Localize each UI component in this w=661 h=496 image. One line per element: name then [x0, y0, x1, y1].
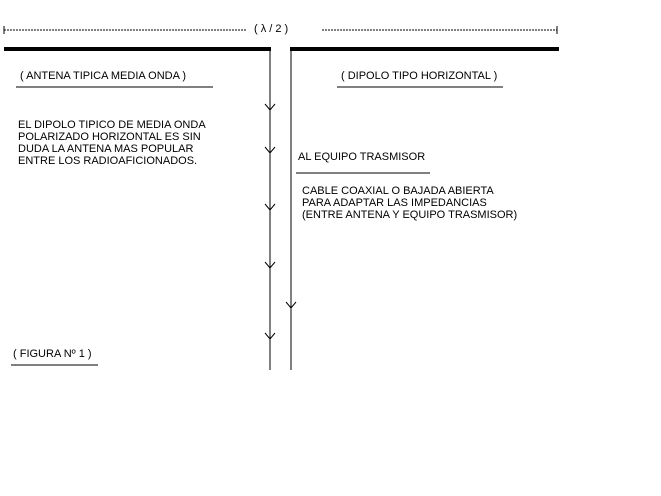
equipment-label: AL EQUIPO TRASMISOR: [298, 151, 426, 163]
description-line: DUDA LA ANTENA MAS POPULAR: [18, 143, 194, 155]
description-line: POLARIZADO HORIZONTAL ES SIN: [18, 131, 201, 143]
dipole-left-arm: [4, 47, 271, 51]
dipole-right-arm: [290, 47, 559, 51]
dimension-label: ( λ / 2 ): [254, 23, 289, 35]
figure-label: ( FIGURA Nº 1 ): [13, 348, 92, 360]
title-left: ( ANTENA TIPICA MEDIA ONDA ): [20, 70, 187, 82]
description-line: ENTRE LOS RADIOAFICIONADOS.: [18, 155, 198, 167]
title-right: ( DIPOLO TIPO HORIZONTAL ): [341, 70, 498, 82]
description-text: [18, 119, 206, 167]
cable-line: CABLE COAXIAL O BAJADA ABIERTA: [302, 185, 494, 197]
description-line: EL DIPOLO TIPICO DE MEDIA ONDA: [18, 119, 206, 131]
cable-line: PARA ADAPTAR LAS IMPEDANCIAS: [302, 197, 487, 209]
cable-text: [302, 185, 517, 221]
cable-line: (ENTRE ANTENA Y EQUIPO TRASMISOR): [302, 209, 518, 221]
